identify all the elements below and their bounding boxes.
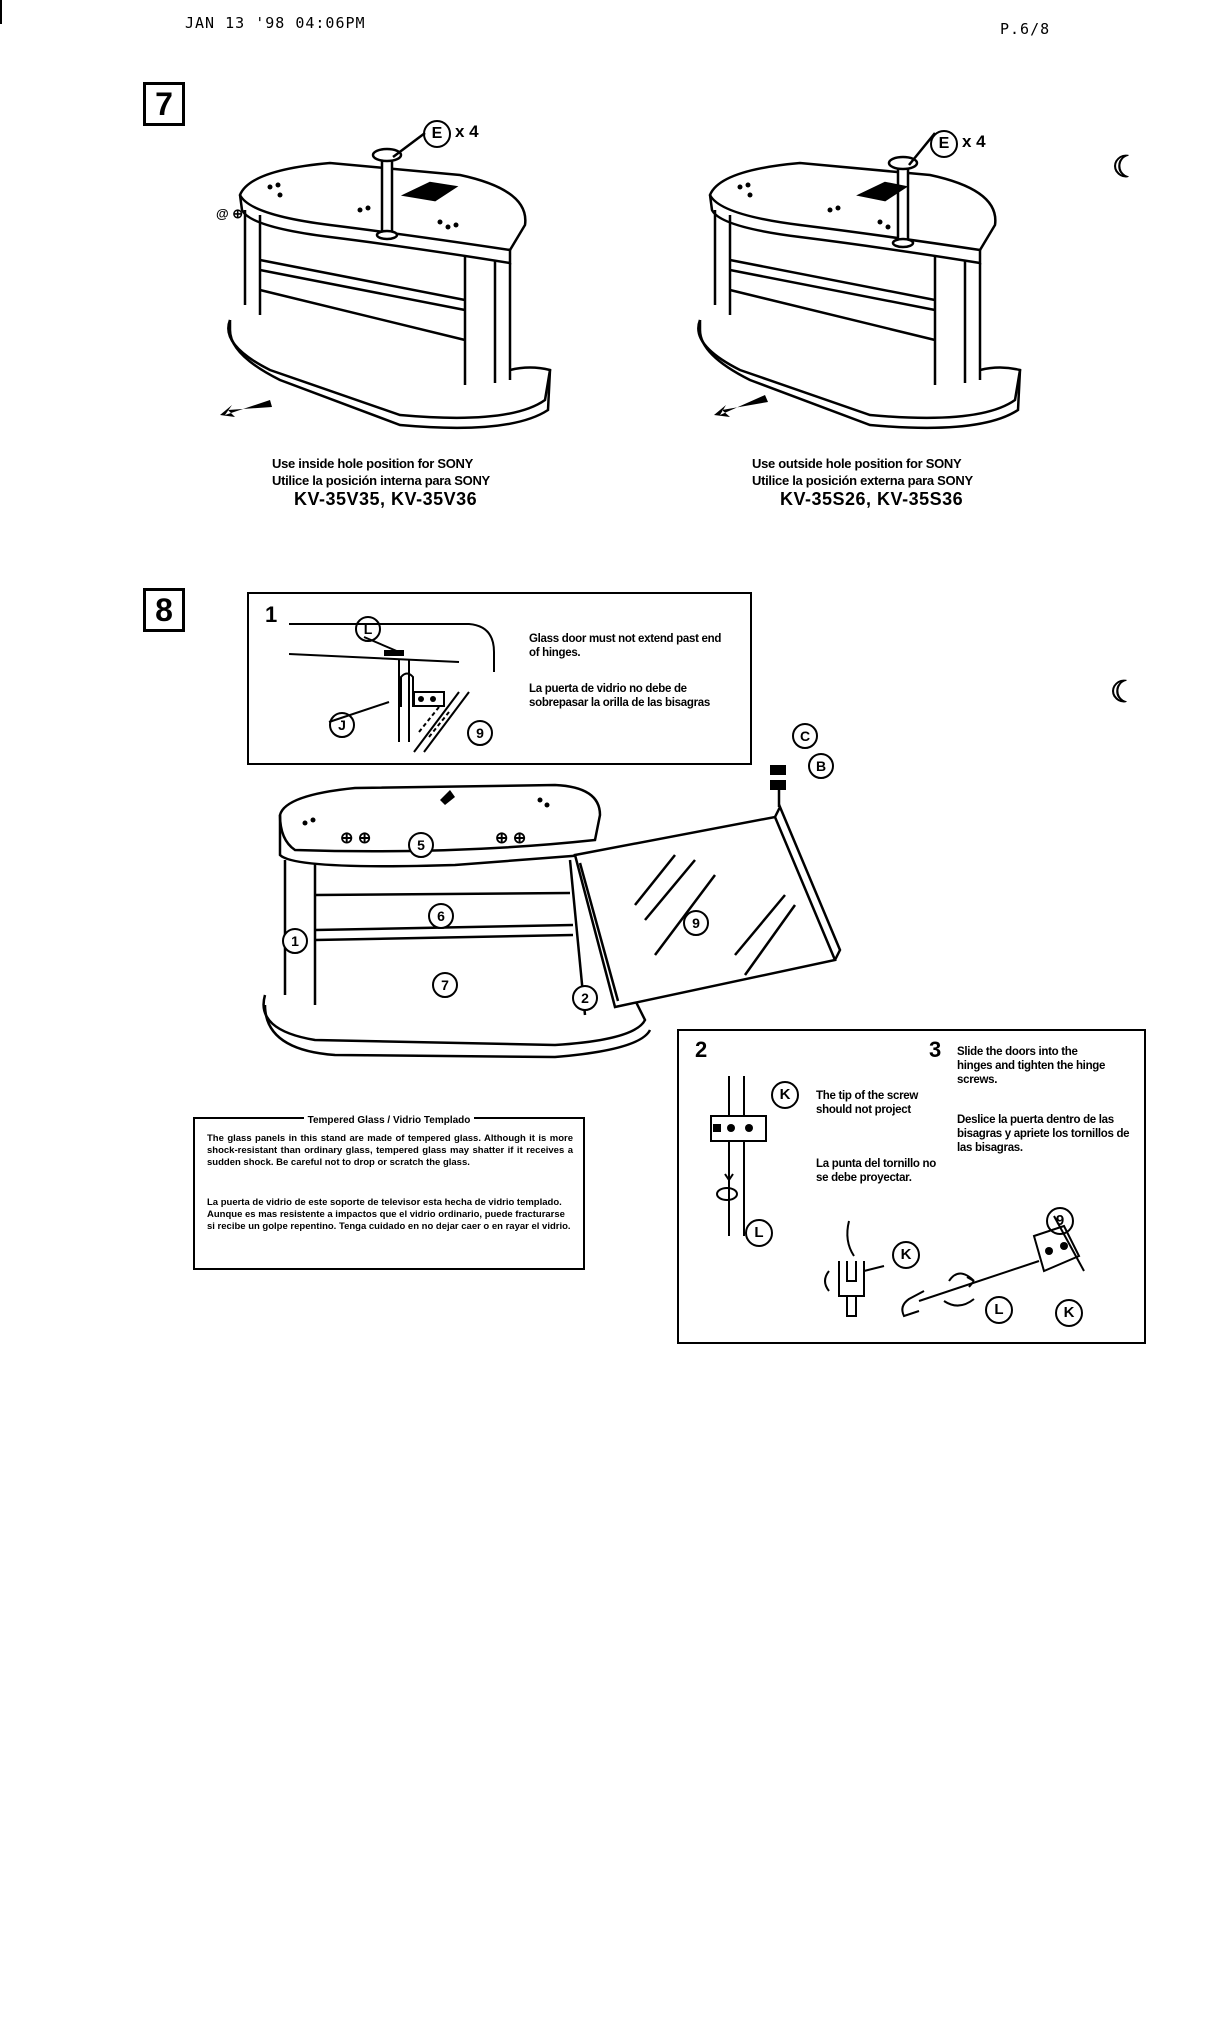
step-7-left-illustration: [210, 115, 570, 440]
hinge-note-es: La puerta de vidrio no debe de sobrepasar la orilla de las bisagras: [529, 683, 710, 709]
part-label-5: 5: [408, 832, 434, 858]
fax-speck-mark: ☾: [1112, 151, 1139, 184]
fax-date-time: JAN 13 '98 04:06PM: [185, 14, 366, 32]
hinge-label-j: J: [329, 712, 355, 738]
stand-assembly-illustration: [255, 745, 855, 1060]
step-7-right-callout-letter: E: [930, 130, 958, 158]
hinge-screw-label-k: K: [771, 1081, 799, 1109]
part-label-1: 1: [282, 928, 308, 954]
step-8-sub-3-number: 3: [929, 1037, 942, 1062]
hinge-screw-label-k: K: [1055, 1299, 1083, 1327]
warning-title-wrap: [195, 1110, 583, 1128]
warning-title: Tempered Glass / Vidrio Templado: [304, 1115, 475, 1126]
fax-page-number: P.6/8: [1000, 20, 1051, 38]
hinge-screw-label-l: L: [355, 616, 381, 642]
part-label-2: 2: [572, 985, 598, 1011]
warning-text-es: La puerta de vidrio de este soporte de televisor esta hecha de vidrio templado. Aunque es mas resistente a impactos que el vidrio ordinario, puede fracturarse si recibe un golpe repentino. Tenga cuidado en no dejar caer o en rayar el vidrio.: [207, 1197, 571, 1232]
step-7-number: 7: [143, 82, 185, 126]
step-7-left-callout-letter: E: [423, 120, 451, 148]
shelf-hole-mark: @ ⊕: [216, 206, 244, 221]
screw-note-es: La punta del tornillo no se debe proyectar.: [816, 1158, 936, 1184]
step-7-right-caption-en: Use outside hole position for SONY: [752, 456, 962, 471]
step-8-sub-2-number: 2: [695, 1037, 708, 1062]
part-label-b: B: [808, 753, 834, 779]
step-7-left-caption-en: Use inside hole position for SONY: [272, 456, 474, 471]
warning-text-en: The glass panels in this stand are made of tempered glass. Although it is more shock-resistant than ordinary glass, tempered glass may shatter if it receives a sudden shock. Be careful not to drop or scratch the glass.: [207, 1133, 573, 1168]
step-7-left-callout-qty: x 4: [455, 122, 479, 141]
step-7-right-illustration: [680, 115, 1040, 440]
part-label-7: 7: [432, 972, 458, 998]
step-7-left-caption: [272, 455, 572, 510]
step-7-left-models: KV-35V35, KV-35V36: [294, 489, 478, 509]
tempered-glass-warning-box: [193, 1117, 585, 1270]
part-label-6: 6: [428, 903, 454, 929]
tighten-screw-illustration: [809, 1211, 1139, 1336]
step-7-right-callout-qty: x 4: [962, 132, 986, 151]
step-7-right-models: KV-35S26, KV-35S36: [780, 489, 964, 509]
part-label-9: 9: [683, 910, 709, 936]
hinge-washer-label-l: L: [985, 1296, 1013, 1324]
glass-door-label-9: 9: [467, 720, 493, 746]
step-7-right-caption: [752, 455, 1052, 510]
step-8-sub-2-3-box: [677, 1029, 1146, 1344]
step-7-right-caption-es: Utilice la posición externa para SONY: [752, 473, 973, 488]
screw-note-en: The tip of the screw should not project: [816, 1090, 918, 1116]
tighten-screw-label-k: K: [892, 1241, 920, 1269]
part-label-c: C: [792, 723, 818, 749]
shelf-hole-mark: ⊕ ⊕: [340, 830, 372, 847]
hinge-note-en: Glass door must not extend past end of hinges.: [529, 633, 722, 659]
fax-speck-mark: ☾: [1110, 676, 1137, 709]
page-edge-mark: [0, 0, 2, 24]
step-7-left-caption-es: Utilice la posición interna para SONY: [272, 473, 490, 488]
slide-doors-note-es: Deslice la puerta dentro de las bisagras y apriete los tornillos de las bisagras.: [957, 1114, 1130, 1154]
shelf-hole-mark: ⊕ ⊕: [495, 830, 527, 847]
step-8-sub-1-box: [247, 592, 752, 765]
step-8-sub-1-number: 1: [265, 602, 278, 627]
slide-doors-note-en: Slide the doors into the hinges and tighten the hinge screws.: [957, 1046, 1106, 1086]
step-8-number: 8: [143, 588, 185, 632]
glass-door-label-9: 9: [1046, 1207, 1074, 1235]
hinge-washer-label-l: L: [745, 1219, 773, 1247]
